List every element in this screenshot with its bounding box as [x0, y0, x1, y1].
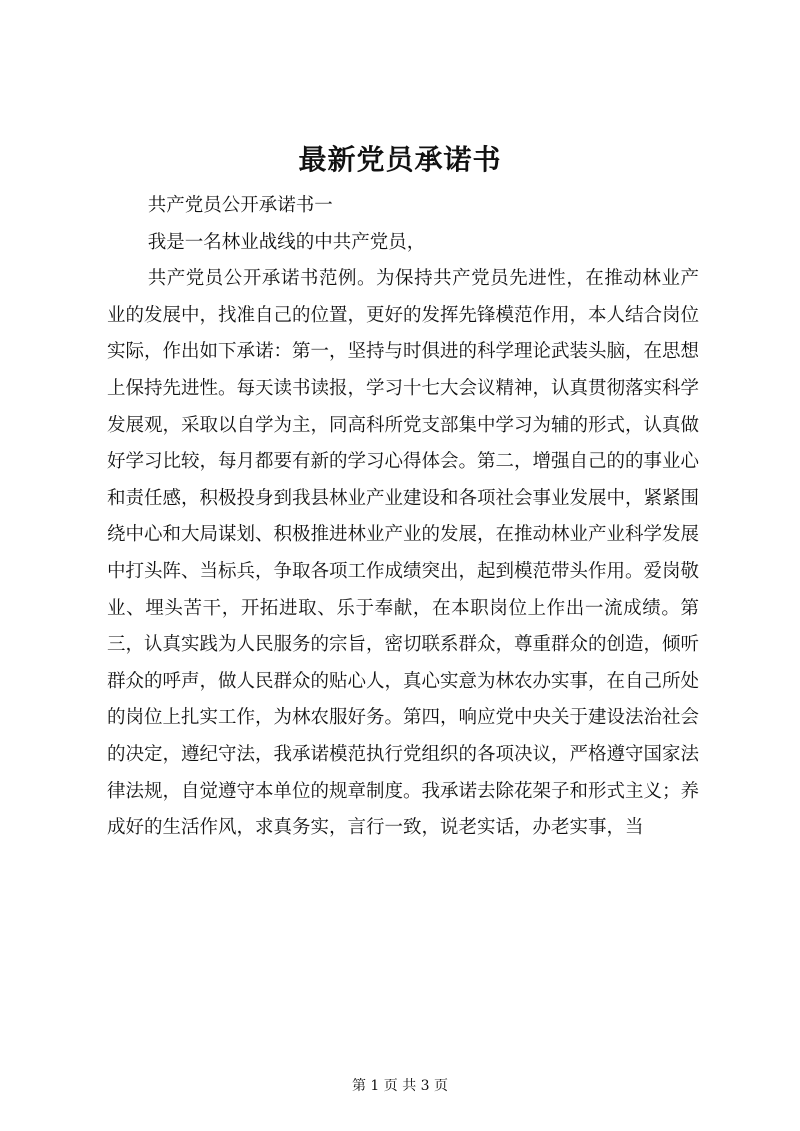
paragraph-commitments: 共产党员公开承诺书范例。为保持共产党员先进性，在推动林业产业的发展中，找准自己的位置，更好的发挥先锋模范作用，本人结合岗位实际，作出如下承诺：第一，坚持与时俱进的科学理论武装头脑，在思想上保持先进性。每天读书读报，学习十七大会议精神，认真贯彻落实科学发展观，采取以自学为主，同高科所党支部集中学习为辅的形式，认真做好学习比较，每月都要有新的学习心得体会。第二，增强自己的的事业心和责任感，积极投身到我县林业产业建设和各项社会事业发展中，紧紧围绕中心和大局谋划、积极推进林业产业的发展，在推动林业产业科学发展中打头阵、当标兵，争取各项工作成绩突出，起到模范带头作用。爱岗敬业、埋头苦干，开拓进取、乐于奉献，在本职岗位上作出一流成绩。第三，认真实践为人民服务的宗旨，密切联系群众，尊重群众的创造，倾听群众的呼声，做人民群众的贴心人，真心实意为林农办实事，在自己所处的岗位上扎实工作，为林农服好务。第四，响应党中央关于建设法治社会的决定，遵纪守法，我承诺模范执行党组织的各项决议，严格遵守国家法律法规，自觉遵守本单位的规章制度。我承诺去除花架子和形式主义；养成好的生活作风，求真务实，言行一致，说老实话，办老实事，当: [107, 268, 700, 839]
page-title: 最新党员承诺书: [298, 143, 502, 176]
paragraph-intro: 我是一名林业战线的中共产党员，: [147, 231, 426, 253]
document-body: [107, 188, 699, 847]
page-footer: 第 1 页 共 3 页: [351, 1078, 449, 1094]
paragraph-heading: 共产党员公开承诺书一: [147, 195, 333, 216]
